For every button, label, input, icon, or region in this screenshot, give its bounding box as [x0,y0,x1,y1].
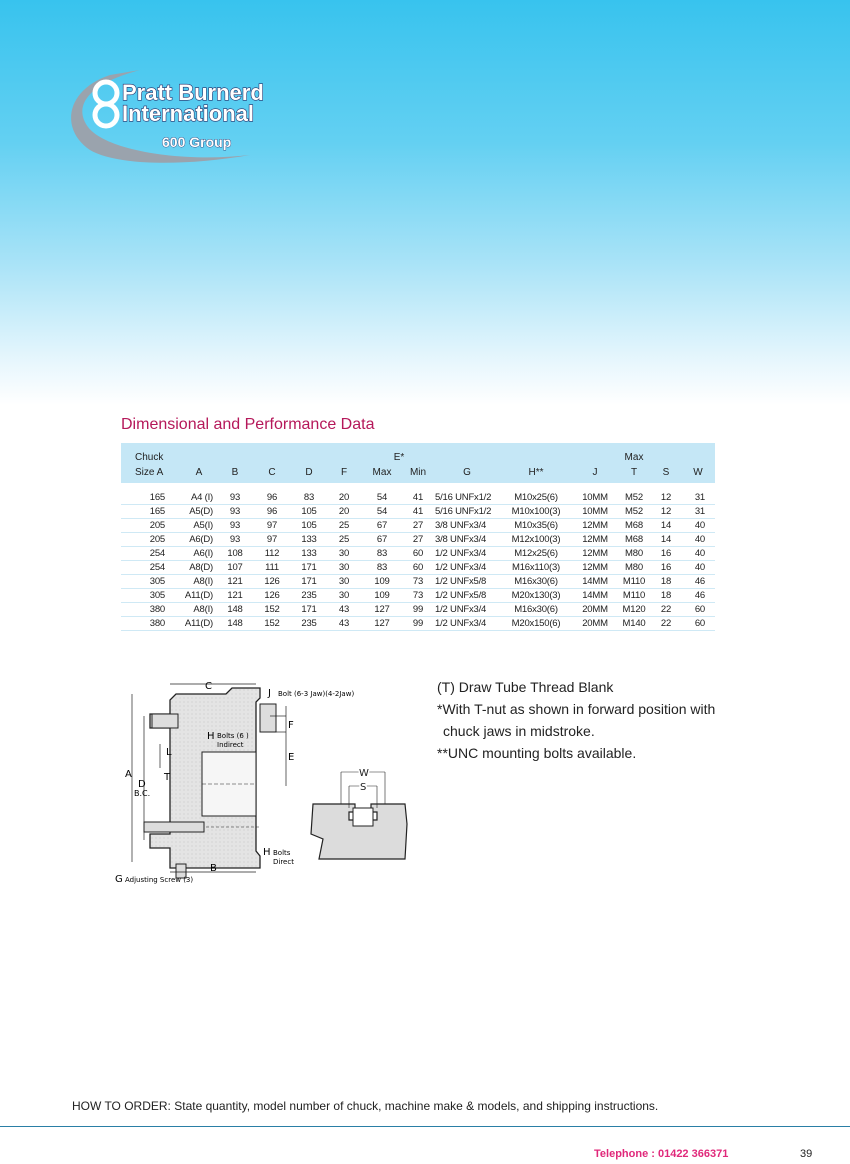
table-row [121,547,715,561]
header-cell: J [573,463,617,483]
logo-line2: International [122,101,255,126]
table-row [121,491,715,505]
table-cell: 235 [293,617,325,631]
table-cell: 105 [293,519,325,533]
header-cell [651,443,681,463]
table-cell: 165 [121,491,179,505]
table-cell: A4 (I) [179,491,219,505]
table-cell: 41 [401,505,435,519]
table-cell: 148 [219,617,251,631]
table-cell: 10MM [573,505,617,519]
note-line: *With T-nut as shown in forward position with [437,701,716,717]
footer-divider [0,1126,850,1127]
tslot-label-s: S [360,782,367,793]
table-cell: 31 [681,491,715,505]
header-cell: Chuck [121,443,179,463]
table-cell: A5(D) [179,505,219,519]
header-cell [435,443,499,463]
table-cell: 25 [325,519,363,533]
table-cell: 165 [121,505,179,519]
header-cell: G [435,463,499,483]
table-cell: 30 [325,547,363,561]
table-cell: 93 [219,491,251,505]
diagram-label-d: D [138,779,146,790]
table-cell: 109 [363,575,401,589]
table-cell: 1/2 UNFx3/4 [435,561,499,575]
table-cell: 14 [651,519,681,533]
table-cell: A11(D) [179,617,219,631]
table-cell: M12x100(3) [499,533,573,547]
table-cell: 73 [401,589,435,603]
section-title: Dimensional and Performance Data [121,416,375,433]
header-cell [179,443,219,463]
table-cell: 152 [251,603,293,617]
table-cell: 126 [251,575,293,589]
table-cell: 99 [401,603,435,617]
table-cell: 18 [651,589,681,603]
logo-b-mark [95,82,117,104]
table-cell: 254 [121,561,179,575]
spec-table-container [121,443,715,631]
table-row [121,575,715,589]
header-cell [325,443,363,463]
table-cell: 60 [401,547,435,561]
table-cell: 148 [219,603,251,617]
table-cell: 60 [401,561,435,575]
table-cell: 93 [219,533,251,547]
table-cell: M52 [617,505,651,519]
table-cell: 380 [121,617,179,631]
diagram-label-g-desc: Adjusting Screw (3) [125,876,194,884]
logo-line1: Pratt Burnerd [122,80,264,105]
table-cell: 12MM [573,519,617,533]
table-cell: 20 [325,505,363,519]
table-cell: M68 [617,533,651,547]
table-cell: M20x150(6) [499,617,573,631]
header-cell: T [617,463,651,483]
table-cell: 60 [681,617,715,631]
table-cell: M68 [617,519,651,533]
table-cell: 40 [681,561,715,575]
table-cell: 14MM [573,575,617,589]
diagram-label-c: C [205,681,212,692]
table-cell: 43 [325,617,363,631]
diagram-label-g: G [115,874,123,885]
table-cell: 30 [325,575,363,589]
diagram-label-h2-desc1: Bolts [273,849,291,857]
diagram-label-a: A [125,769,132,780]
table-cell: M16x30(6) [499,575,573,589]
header-cell [219,443,251,463]
table-cell: 12 [651,491,681,505]
table-cell: 41 [401,491,435,505]
header-cell-max: Max [617,443,651,463]
table-cell: M16x110(3) [499,561,573,575]
table-cell: 54 [363,505,401,519]
header-cell: F [325,463,363,483]
table-cell: M10x100(3) [499,505,573,519]
table-cell: 111 [251,561,293,575]
table-cell: A5(I) [179,519,219,533]
table-cell: 1/2 UNFx3/4 [435,603,499,617]
table-row [121,603,715,617]
table-header-row-2 [121,463,715,483]
table-row [121,617,715,631]
diagram-label-l: L [166,747,172,758]
table-cell: 171 [293,603,325,617]
table-cell: 54 [363,491,401,505]
table-cell: 27 [401,533,435,547]
table-cell: M20x130(3) [499,589,573,603]
diagram-label-b: B [210,863,217,874]
table-cell: 121 [219,589,251,603]
header-cell [499,443,573,463]
table-cell: 31 [681,505,715,519]
diagram-label-h: H [207,731,215,742]
how-to-order: HOW TO ORDER: State quantity, model number of chuck, machine make & models, and shipping instructions. [72,1099,659,1113]
table-cell: 205 [121,519,179,533]
table-cell: 1/2 UNFx5/8 [435,589,499,603]
header-cell: D [293,463,325,483]
table-row [121,561,715,575]
table-cell: 205 [121,533,179,547]
table-cell: 1/2 UNFx5/8 [435,575,499,589]
table-cell: 83 [363,547,401,561]
diagram-label-h-desc2: Indirect [217,741,244,749]
table-cell: 127 [363,617,401,631]
company-logo [60,55,350,170]
table-cell: M110 [617,589,651,603]
header-cell: H** [499,463,573,483]
table-cell: 5/16 UNFx1/2 [435,491,499,505]
table-cell: 254 [121,547,179,561]
table-cell: A6(D) [179,533,219,547]
table-cell: 40 [681,519,715,533]
table-cell: 112 [251,547,293,561]
diagram-label-h2-desc2: Direct [273,858,294,866]
diagram-label-j: J [268,688,271,699]
table-cell: 12MM [573,533,617,547]
table-cell: A6(I) [179,547,219,561]
table-cell: 22 [651,603,681,617]
table-cell: 20MM [573,617,617,631]
table-header-row-1 [121,443,715,463]
table-cell: 20MM [573,603,617,617]
header-cell: C [251,463,293,483]
table-cell: A8(D) [179,561,219,575]
table-cell: 46 [681,575,715,589]
table-cell: 133 [293,547,325,561]
table-cell: 97 [251,519,293,533]
table-cell: 152 [251,617,293,631]
header-cell: Size A [121,463,179,483]
tslot-label-w: W [359,768,369,779]
table-cell: 171 [293,575,325,589]
table-cell: 25 [325,533,363,547]
diagram-label-h-desc1: Bolts (6 ) [217,732,249,740]
table-cell: 99 [401,617,435,631]
table-cell: 127 [363,603,401,617]
header-cell [251,443,293,463]
table-cell: M16x30(6) [499,603,573,617]
table-cell: 46 [681,589,715,603]
table-cell: A8(I) [179,603,219,617]
table-cell: 40 [681,547,715,561]
table-cell: 10MM [573,491,617,505]
table-cell: 235 [293,589,325,603]
table-cell: 30 [325,589,363,603]
table-cell: M110 [617,575,651,589]
table-cell: 12MM [573,547,617,561]
table-cell: 67 [363,519,401,533]
header-cell [573,443,617,463]
table-cell: 380 [121,603,179,617]
table-cell: M52 [617,491,651,505]
spec-table-body [121,483,715,631]
table-cell: 305 [121,589,179,603]
diagram-label-j-desc: Bolt (6-3 Jaw)(4-2Jaw) [278,690,355,698]
page-number: 39 [800,1148,813,1160]
table-cell: 73 [401,575,435,589]
table-cell: 107 [219,561,251,575]
table-cell: 171 [293,561,325,575]
table-cell: 305 [121,575,179,589]
table-cell: A8(I) [179,575,219,589]
table-cell: 1/2 UNFx3/4 [435,547,499,561]
table-cell: 96 [251,491,293,505]
header-cell: Min [401,463,435,483]
header-cell-e: E* [363,443,435,463]
table-cell: M10x35(6) [499,519,573,533]
table-cell: 14MM [573,589,617,603]
table-cell: 3/8 UNFx3/4 [435,519,499,533]
spec-table [121,443,715,631]
header-cell: A [179,463,219,483]
header-cell: Max [363,463,401,483]
diagram-label-t: T [164,772,171,783]
table-cell: 43 [325,603,363,617]
notes-block [437,676,715,764]
table-cell: M12x25(6) [499,547,573,561]
table-cell: 16 [651,547,681,561]
table-cell: M10x25(6) [499,491,573,505]
diagram-label-f: F [288,720,294,731]
table-cell: 40 [681,533,715,547]
table-cell: 133 [293,533,325,547]
header-cell [681,443,715,463]
table-row [121,589,715,603]
table-cell: 96 [251,505,293,519]
table-cell: M80 [617,547,651,561]
table-row [121,533,715,547]
table-cell: 93 [219,505,251,519]
diagram-label-bc: B.C. [134,789,151,798]
note-line: chuck jaws in midstroke. [443,723,595,739]
header-cell: S [651,463,681,483]
table-cell: M140 [617,617,651,631]
table-cell: 12MM [573,561,617,575]
table-cell: 14 [651,533,681,547]
header-cell: B [219,463,251,483]
table-cell: A11(D) [179,589,219,603]
table-cell: 83 [363,561,401,575]
diagram-label-e: E [288,752,295,763]
table-cell: 20 [325,491,363,505]
table-row [121,519,715,533]
diagram-label-h2: H [263,847,271,858]
table-cell: 16 [651,561,681,575]
table-cell: M80 [617,561,651,575]
table-cell: 27 [401,519,435,533]
t-slot-diagram [305,764,415,864]
table-row [121,505,715,519]
note-line: (T) Draw Tube Thread Blank [437,679,614,695]
table-cell: 60 [681,603,715,617]
table-cell: 3/8 UNFx3/4 [435,533,499,547]
table-cell: 12 [651,505,681,519]
table-cell: 1/2 UNFx3/4 [435,617,499,631]
table-cell: 97 [251,533,293,547]
header-cell [293,443,325,463]
table-cell: 5/16 UNFx1/2 [435,505,499,519]
table-cell: 30 [325,561,363,575]
logo-group: 600 Group [162,134,232,150]
table-cell: 22 [651,617,681,631]
table-cell: 93 [219,519,251,533]
footer-telephone: Telephone : 01422 366371 [594,1148,729,1160]
header-cell: W [681,463,715,483]
table-cell: 83 [293,491,325,505]
table-cell: 121 [219,575,251,589]
table-cell: 105 [293,505,325,519]
table-cell: 108 [219,547,251,561]
table-cell: 67 [363,533,401,547]
table-cell: 18 [651,575,681,589]
note-line: **UNC mounting bolts available. [437,745,637,761]
table-cell: 109 [363,589,401,603]
table-cell: 126 [251,589,293,603]
table-cell: M120 [617,603,651,617]
